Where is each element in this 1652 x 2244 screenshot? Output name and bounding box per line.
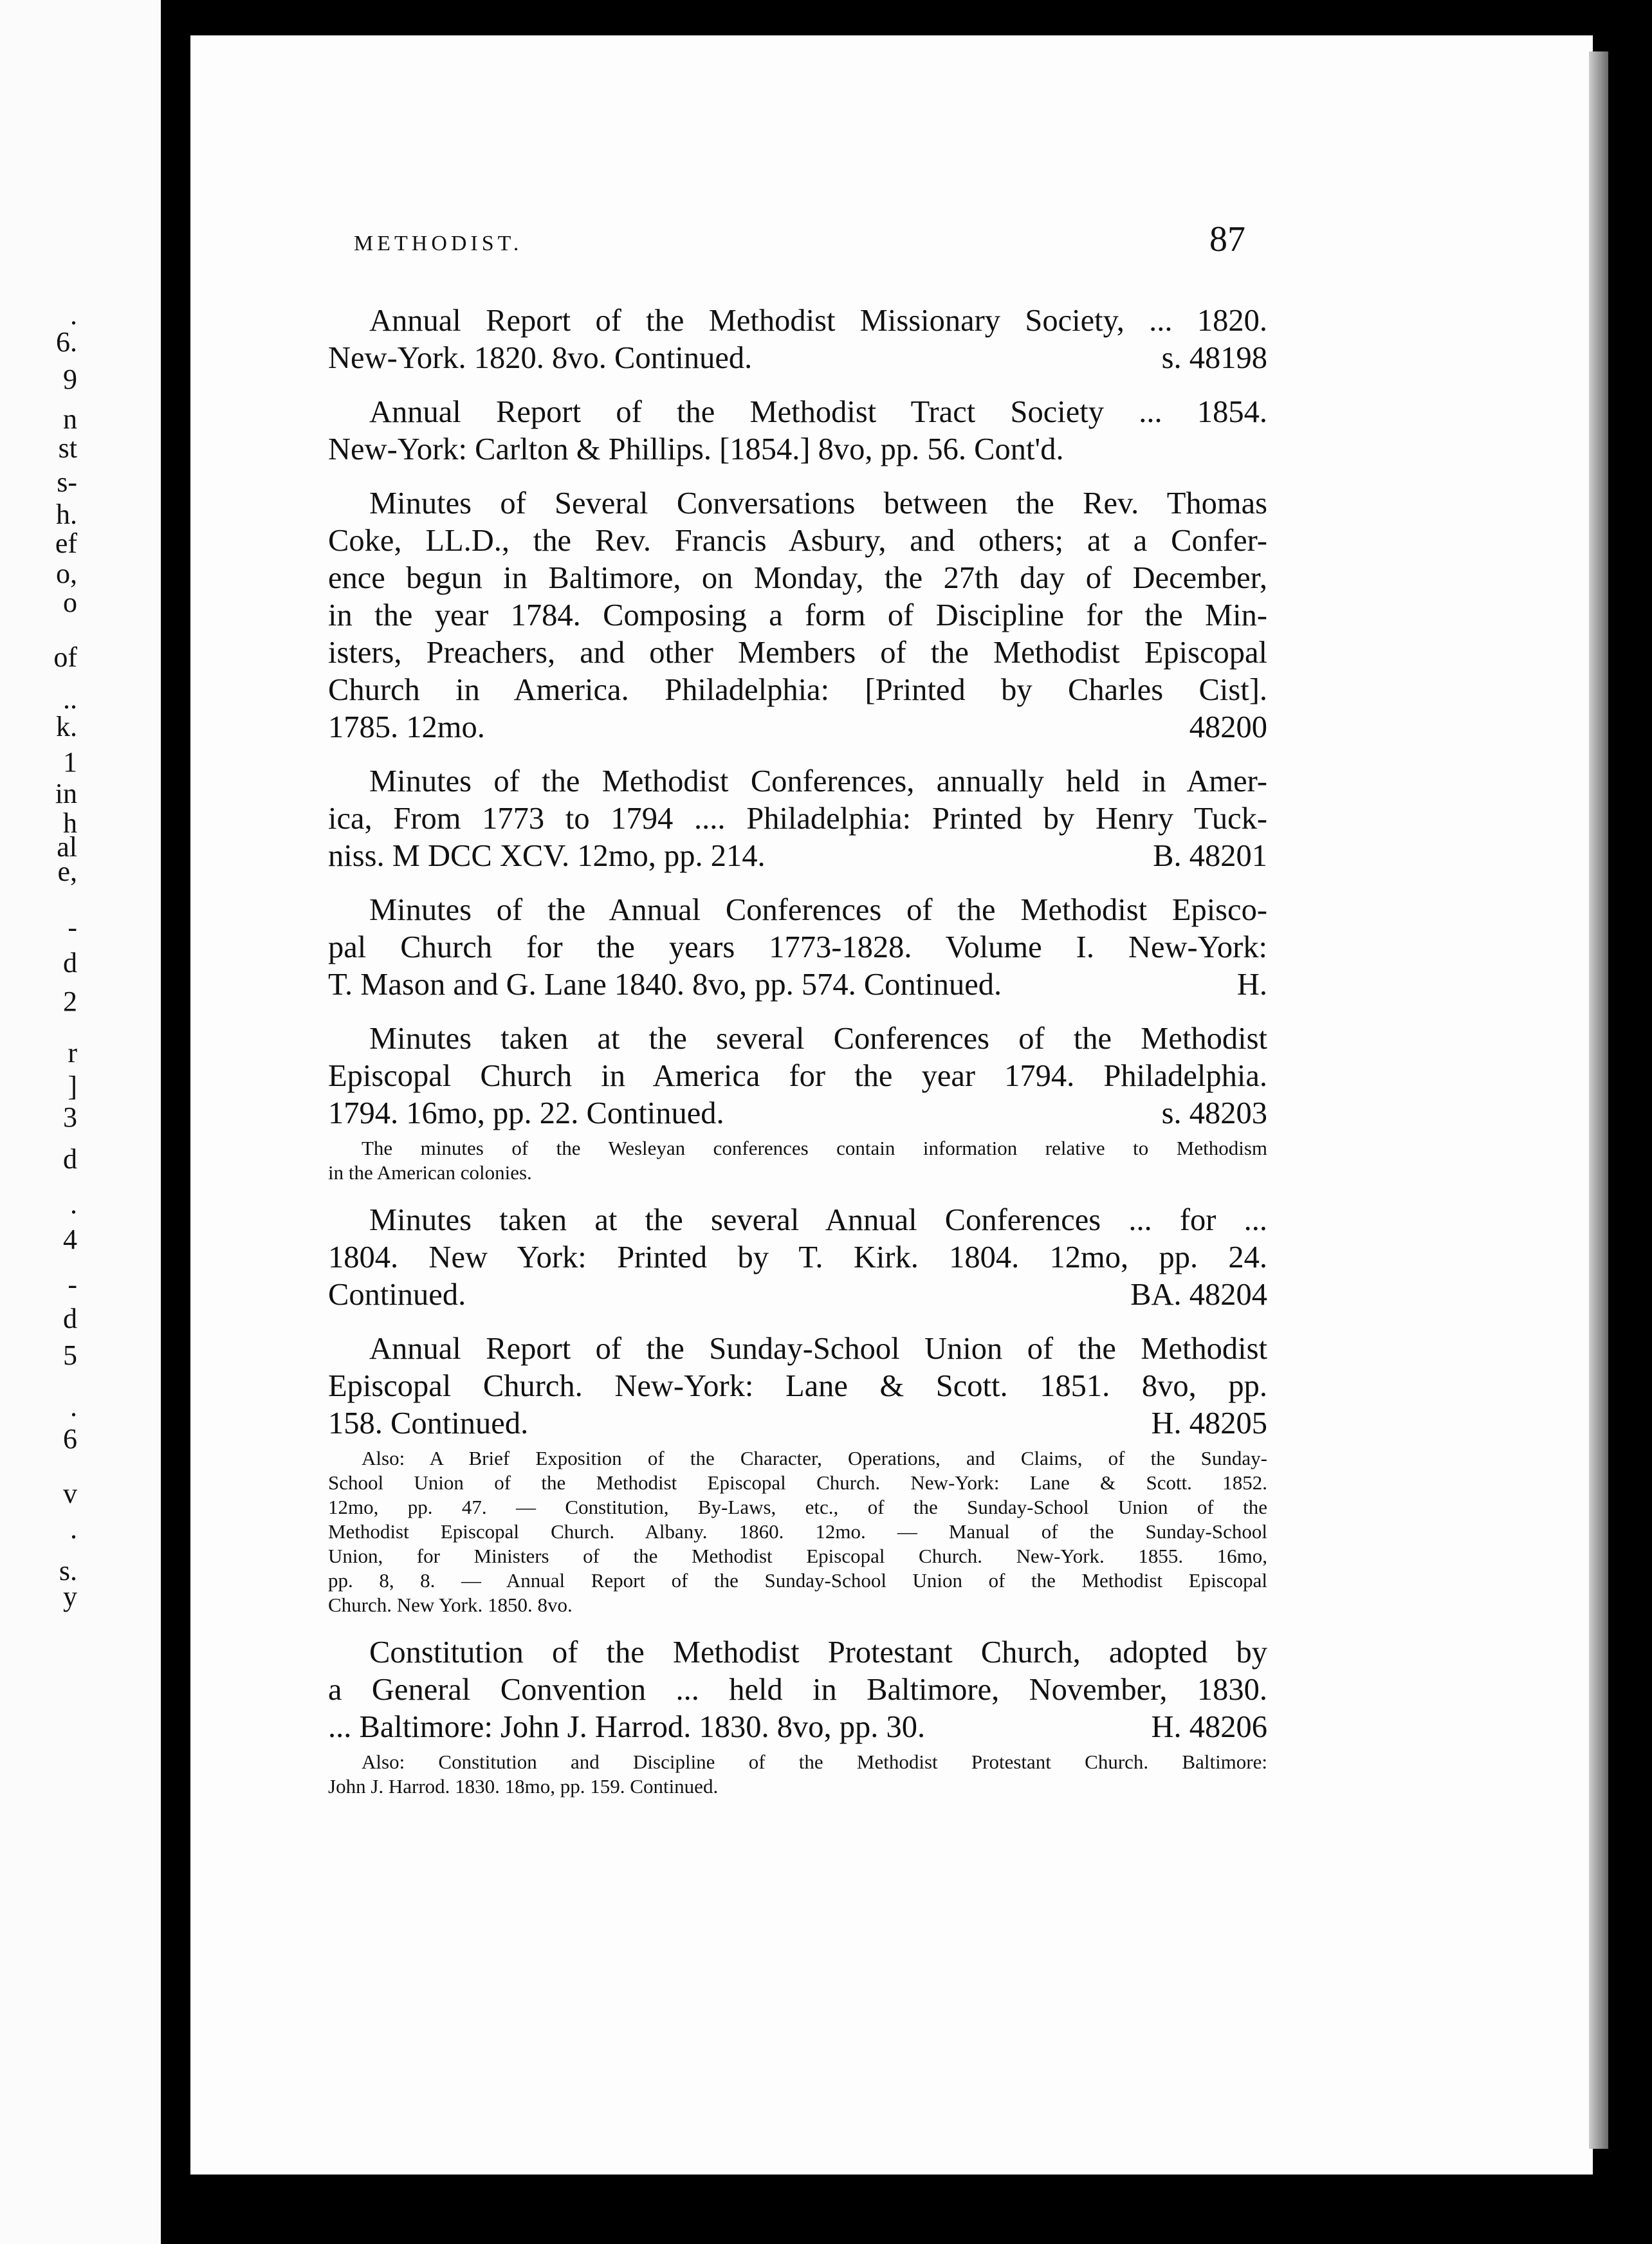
- note-line: in the American colonies.: [328, 1161, 532, 1184]
- left-page-fragment: of: [53, 641, 77, 673]
- left-page-fragment: ef: [55, 528, 77, 559]
- entry-line: New-York: Carlton & Phillips. [1854.] 8vo, pp. 56. Cont'd.: [328, 432, 1064, 466]
- note-line: Methodist Episcopal Church. Albany. 1860. 12mo. — Manual of the Sunday-School: [328, 1520, 1267, 1543]
- entry-line: Constitution of the Methodist Protestant Church, adopted by: [369, 1635, 1267, 1669]
- catalog-entry: [328, 1202, 1267, 1314]
- note-line: Also: Constitution and Discipline of the Methodist Protestant Church. Baltimore:: [362, 1751, 1267, 1773]
- left-page-fragment: n: [63, 403, 77, 435]
- left-page-fragment: s.: [59, 1555, 77, 1586]
- left-page-fragment: d: [63, 1303, 77, 1334]
- entry-line: Annual Report of the Methodist Tract Society ... 1854.: [369, 395, 1267, 429]
- left-page-fragment: r: [68, 1037, 77, 1069]
- left-page-fragment: d: [63, 947, 77, 979]
- entry-line: Church in America. Philadelphia: [Printed by Charles Cist].: [328, 673, 1267, 707]
- catalog-number: H. 48206: [1151, 1710, 1267, 1744]
- entry-line: [328, 1709, 1267, 1746]
- left-page-fragment: v: [63, 1478, 77, 1509]
- entry-line: Minutes of the Annual Conferences of the Methodist Episco-: [369, 893, 1267, 927]
- left-page-fragment: h.: [56, 499, 77, 530]
- entry-line: [328, 1276, 1267, 1314]
- entry-line: [328, 966, 1267, 1004]
- note-line: pp. 8, 8. — Annual Report of the Sunday-School Union of the Methodist Episcopal: [328, 1569, 1267, 1592]
- entry-line: Minutes taken at the several Annual Conferences ... for ...: [369, 1203, 1267, 1237]
- entry-note: [328, 1446, 1267, 1617]
- left-page-fragment: y: [63, 1581, 77, 1612]
- catalog-entry: [328, 892, 1267, 1004]
- left-page-fragment: s-: [57, 466, 77, 498]
- note-line: Also: A Brief Exposition of the Character, Operations, and Claims, of the Sunday-: [362, 1447, 1267, 1469]
- bibliography-entries: [328, 302, 1267, 1816]
- left-page-fragment: 2: [63, 986, 77, 1017]
- catalog-entry: [328, 1020, 1267, 1185]
- left-page-fragment: o,: [56, 558, 77, 589]
- left-page-fragment: h: [63, 807, 77, 839]
- catalog-entry: [328, 1330, 1267, 1617]
- left-page-fragment: .: [70, 1513, 77, 1545]
- catalog-number: BA. 48204: [1130, 1278, 1267, 1312]
- entry-line: Minutes of Several Conversations between the Rev. Thomas: [369, 486, 1267, 520]
- left-page-fragment: ..: [63, 683, 77, 715]
- note-line: Union, for Ministers of the Methodist Episcopal Church. New-York. 1855. 16mo,: [328, 1545, 1267, 1567]
- left-page-fragment: .: [70, 1188, 77, 1220]
- entry-text: T. Mason and G. Lane 1840. 8vo, pp. 574. Continued.: [328, 968, 1002, 1002]
- left-page-fragment: ]: [68, 1071, 77, 1102]
- entry-text: 158. Continued.: [328, 1406, 529, 1440]
- entry-line: a General Convention ... held in Baltimore, November, 1830.: [328, 1673, 1267, 1707]
- note-line: School Union of the Methodist Episcopal Church. New-York: Lane & Scott. 1852.: [328, 1471, 1267, 1494]
- entry-line: isters, Preachers, and other Members of the Methodist Episcopal: [328, 636, 1267, 670]
- entry-line: [328, 1095, 1267, 1132]
- entry-line: [328, 838, 1267, 875]
- entry-line: Episcopal Church in America for the year 1794. Philadelphia.: [328, 1059, 1267, 1093]
- entry-line: Minutes of the Methodist Conferences, annually held in Amer-: [369, 764, 1267, 798]
- catalog-number: H. 48205: [1151, 1406, 1267, 1440]
- entry-text: ... Baltimore: John J. Harrod. 1830. 8vo, pp. 30.: [328, 1710, 926, 1744]
- catalog-number: H.: [1236, 968, 1267, 1002]
- catalog-entry: [328, 394, 1267, 468]
- entry-note: [328, 1750, 1267, 1799]
- entry-text: niss. M DCC XCV. 12mo, pp. 214.: [328, 839, 766, 873]
- left-page-fragment: d: [63, 1143, 77, 1175]
- entry-line: Minutes taken at the several Conferences of the Methodist: [369, 1022, 1267, 1056]
- left-page-fragment: 1: [63, 746, 77, 778]
- note-line: The minutes of the Wesleyan conferences contain information relative to Methodism: [362, 1137, 1267, 1159]
- left-page-fragment: 9: [63, 363, 77, 395]
- note-line: John J. Harrod. 1830. 18mo, pp. 159. Continued.: [328, 1775, 719, 1798]
- catalog-number: 48200: [1189, 710, 1267, 744]
- catalog-entry: [328, 485, 1267, 746]
- entry-line: Coke, LL.D., the Rev. Francis Asbury, and others; at a Confer-: [328, 524, 1267, 558]
- catalog-number: B. 48201: [1153, 839, 1267, 873]
- catalog-entry: [328, 763, 1267, 875]
- catalog-entry: [328, 1634, 1267, 1799]
- entry-line: pal Church for the years 1773-1828. Volume I. New-York:: [328, 930, 1267, 964]
- entry-line: 1804. New York: Printed by T. Kirk. 1804. 12mo, pp. 24.: [328, 1240, 1267, 1274]
- left-page-fragment: e,: [57, 856, 77, 887]
- left-page-fragment: 6.: [56, 326, 77, 358]
- left-page-fragment: 6: [63, 1423, 77, 1455]
- left-page-fragment: .: [70, 1391, 77, 1422]
- entry-text: New-York. 1820. 8vo. Continued.: [328, 341, 753, 375]
- left-page-fragment: k.: [56, 711, 77, 742]
- entry-line: Annual Report of the Methodist Missionary Society, ... 1820.: [369, 304, 1267, 338]
- entry-line: [328, 1405, 1267, 1442]
- entry-line: [328, 709, 1267, 746]
- entry-text: 1794. 16mo, pp. 22. Continued.: [328, 1096, 724, 1130]
- catalog-number: s. 48198: [1161, 341, 1267, 375]
- left-page-edge: [0, 0, 161, 2244]
- entry-line: in the year 1784. Composing a form of Discipline for the Min-: [328, 598, 1267, 632]
- entry-line: ica, From 1773 to 1794 .... Philadelphia: Printed by Henry Tuck-: [328, 802, 1267, 836]
- entry-line: [328, 340, 1267, 377]
- left-page-fragment: .: [70, 299, 77, 331]
- catalog-number: s. 48203: [1161, 1096, 1267, 1130]
- page-number: 87: [1209, 219, 1245, 259]
- left-page-fragment: o: [63, 587, 77, 618]
- left-page-fragment: st: [58, 432, 77, 464]
- left-page-fragment: 3: [63, 1101, 77, 1133]
- entry-line: ence begun in Baltimore, on Monday, the 27th day of December,: [328, 561, 1267, 595]
- left-page-fragment: in: [55, 778, 77, 809]
- running-head: METHODIST.: [354, 232, 523, 255]
- left-page-fragment: -: [68, 1269, 77, 1300]
- note-line: Church. New York. 1850. 8vo.: [328, 1594, 573, 1616]
- left-page-fragment: -: [68, 912, 77, 943]
- entry-line: Episcopal Church. New-York: Lane & Scott. 1851. 8vo, pp.: [328, 1369, 1267, 1403]
- entry-line: Annual Report of the Sunday-School Union of the Methodist: [369, 1332, 1267, 1366]
- left-page-fragment: al: [57, 831, 77, 863]
- catalog-entry: [328, 302, 1267, 377]
- entry-text: Continued.: [328, 1278, 466, 1312]
- page-edge-shadow: [1589, 51, 1608, 2149]
- left-page-fragment: 5: [63, 1339, 77, 1371]
- entry-text: 1785. 12mo.: [328, 710, 485, 744]
- left-page-fragment: 4: [63, 1224, 77, 1255]
- note-line: 12mo, pp. 47. — Constitution, By-Laws, etc., of the Sunday-School Union of the: [328, 1496, 1267, 1518]
- entry-note: [328, 1136, 1267, 1185]
